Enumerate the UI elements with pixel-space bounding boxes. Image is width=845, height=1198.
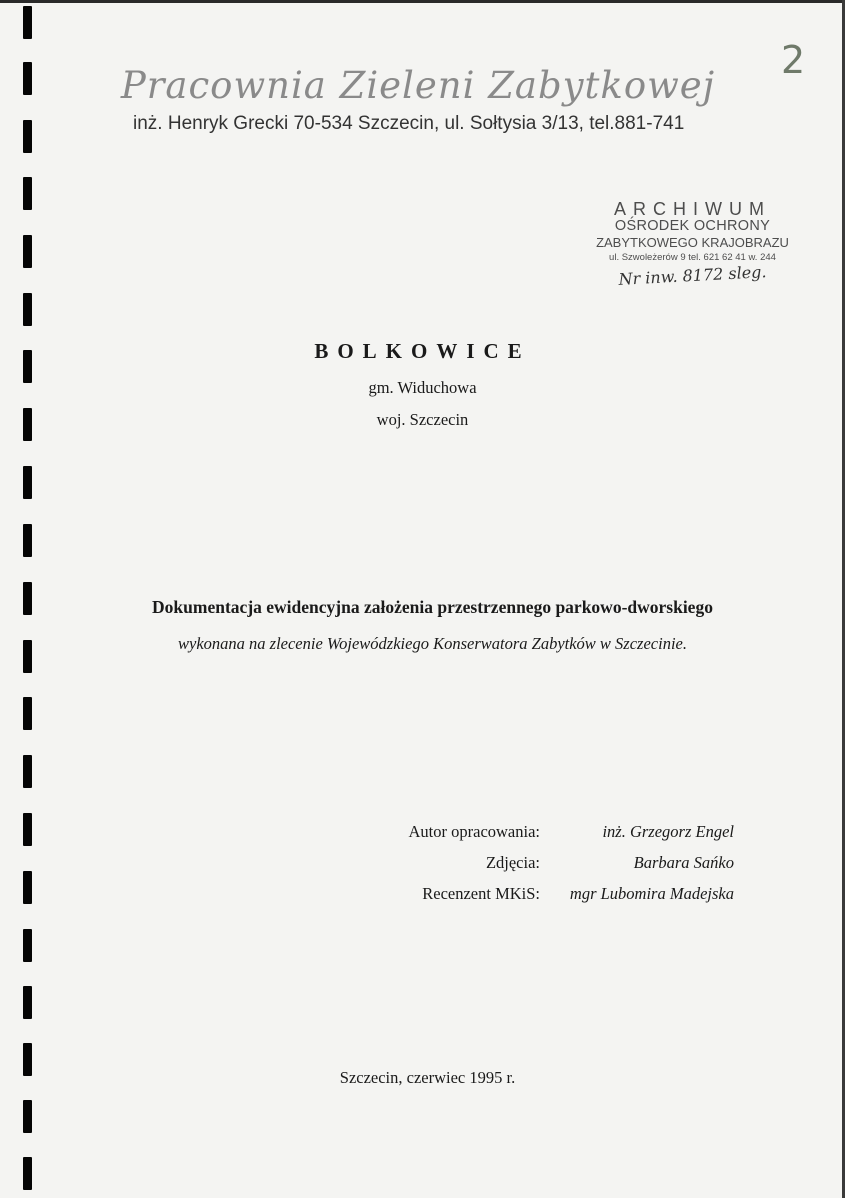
binding-hole bbox=[23, 986, 32, 1019]
binding-hole bbox=[23, 524, 32, 557]
credit-label: Zdjęcia: bbox=[485, 853, 540, 872]
place-date: Szczecin, czerwiec 1995 r. bbox=[339, 1068, 516, 1087]
place-gmina: gm. Widuchowa bbox=[368, 378, 477, 397]
binding-hole bbox=[23, 929, 32, 962]
archive-stamp bbox=[585, 199, 800, 309]
letterhead-address: inż. Henryk Grecki 70-534 Szczecin, ul. Sołtysia 3/13, tel.881-741 bbox=[133, 113, 685, 134]
binding-hole bbox=[23, 293, 32, 326]
binding-hole bbox=[23, 1157, 32, 1190]
binding-hole bbox=[23, 1100, 32, 1133]
stamp-osrodek: OŚRODEK OCHRONY bbox=[614, 218, 771, 234]
document-subtitle: wykonana na zlecenie Wojewódzkiego Konserwatora Zabytków w Szczecinie. bbox=[178, 634, 687, 653]
letterhead-title-text: Pracownia Zieleni Zabytkowej bbox=[120, 64, 716, 107]
binding-hole bbox=[23, 62, 32, 95]
binding-hole bbox=[23, 466, 32, 499]
credit-label: Recenzent MKiS: bbox=[422, 884, 540, 903]
stamp-inventory-number: Nr inw. 8172 sleg. bbox=[618, 262, 767, 289]
binding-hole bbox=[23, 6, 32, 39]
stamp-address: ul. Szwoleżerów 9 tel. 621 62 41 w. 244 bbox=[609, 252, 776, 263]
credit-value: Barbara Sańko bbox=[633, 853, 734, 872]
binding-hole bbox=[23, 120, 32, 153]
letterhead-title-svg bbox=[118, 52, 718, 116]
credits bbox=[0, 822, 845, 915]
place-name: BOLKOWICE bbox=[314, 339, 531, 363]
stamp-archiwum: ARCHIWUM bbox=[614, 199, 771, 219]
page-top-edge bbox=[0, 0, 845, 3]
document-title: Dokumentacja ewidencyjna założenia przestrzennego parkowo-dworskiego bbox=[152, 597, 713, 617]
place-wojewodztwo: woj. Szczecin bbox=[376, 410, 469, 429]
binding-hole bbox=[23, 235, 32, 268]
letterhead-title bbox=[118, 52, 718, 116]
binding-hole bbox=[23, 755, 32, 788]
binding-hole bbox=[23, 177, 32, 210]
stamp-krajobrazu: ZABYTKOWEGO KRAJOBRAZU bbox=[596, 235, 789, 250]
binding-hole bbox=[23, 697, 32, 730]
credit-value: mgr Lubomira Madejska bbox=[569, 884, 734, 903]
credit-author bbox=[0, 822, 845, 853]
page-number: 2 bbox=[781, 38, 806, 82]
credit-value: inż. Grzegorz Engel bbox=[602, 822, 734, 841]
credit-label: Autor opracowania: bbox=[408, 822, 540, 841]
credit-reviewer bbox=[0, 884, 845, 915]
credit-photos bbox=[0, 853, 845, 884]
